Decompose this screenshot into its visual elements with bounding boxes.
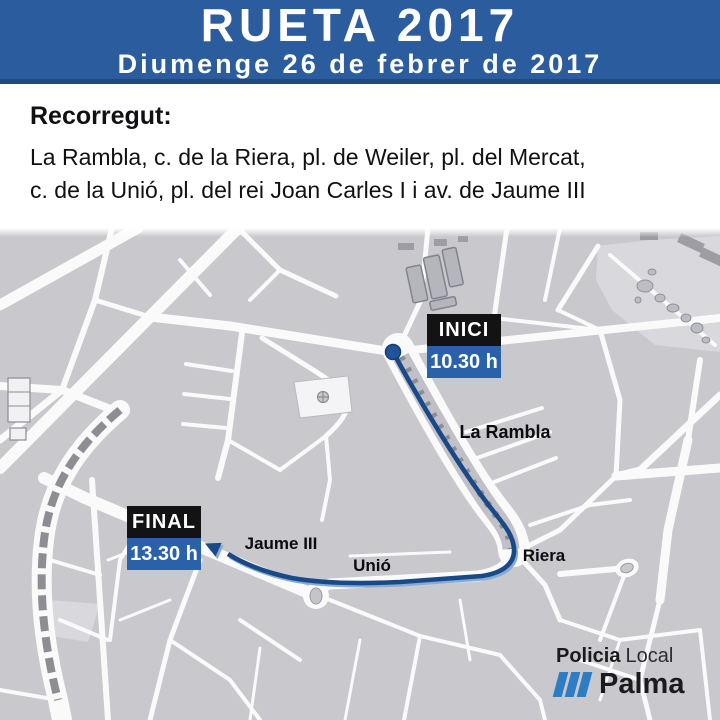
header-banner [0,0,720,84]
label-unio: Unió [353,556,391,575]
finish-marker-label: FINAL [127,506,201,538]
route-heading: Recorregut: [30,102,172,130]
event-date: Diumenge 26 de febrer de 2017 [117,49,603,79]
logo-word-local: Local [625,645,674,667]
event-title: RUETA 2017 [200,0,520,51]
finish-marker-time: 13.30 h [127,538,201,570]
start-marker-label: INICI [427,314,501,346]
logo-word-policia: Policia [556,645,621,667]
route-start-dot [386,345,401,360]
label-jaume-iii: Jaume III [244,534,318,553]
finish-marker [127,506,201,570]
start-marker-time: 10.30 h [427,346,501,378]
logo-word-palma: Palma [599,668,685,700]
policia-local-palma-logo [556,646,716,699]
route-map [0,228,720,720]
route-description [0,84,720,228]
logo-bars-icon [556,672,592,697]
label-la-rambla: La Rambla [459,422,551,442]
route-line-1: La Rambla, c. de la Riera, pl. de Weiler, pl. del Mercat, [30,144,586,170]
start-marker [427,314,501,378]
route-line-2: c. de la Unió, pl. del rei Joan Carles I i av. de Jaume III [30,177,586,203]
map-top-fade [0,228,720,237]
label-riera: Riera [522,546,566,565]
